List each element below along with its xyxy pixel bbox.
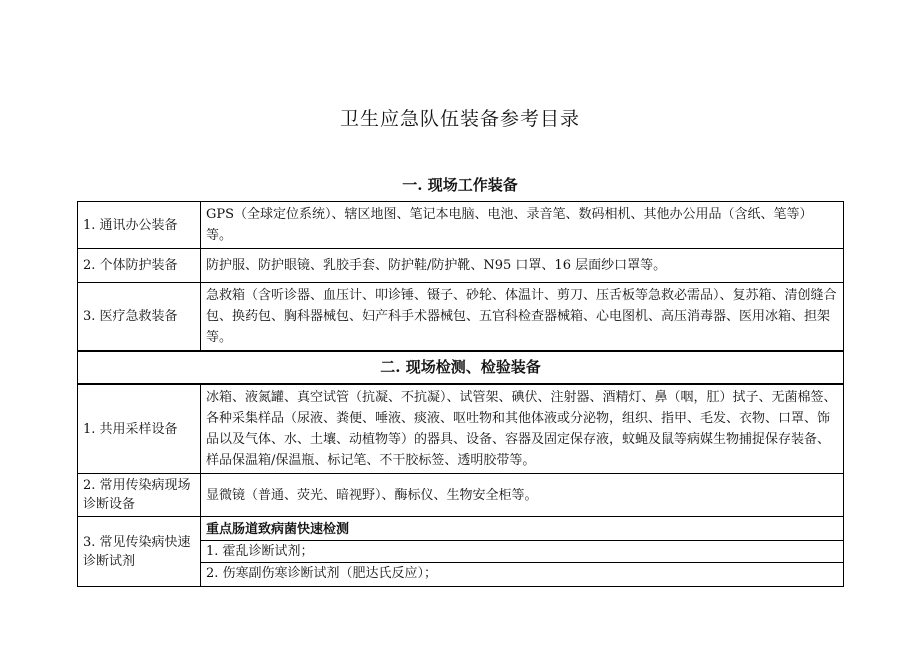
- items-cell: 冰箱、液氮罐、真空试管（抗凝、不抗凝）、试管架、碘伏、注射器、酒精灯、鼻（咽，肛）拭子、无菌棉签、各种采集样品（尿液、粪便、唾液、痰液、呕吐物和其他体液或分泌物，组织、指甲、毛发、衣物、口罩、饰品以及气体、水、土壤、动植物等）的器具、设备、容器及固定保存液，蚊蝇及鼠等病媒生物捕捉保存装备、样品保温箱/保温瓶、标记笔、不干胶标签、透明胶带等。: [201, 384, 844, 474]
- document-title: 卫生应急队伍装备参考目录: [339, 108, 580, 130]
- items-cell: 急救箱（含听诊器、血压计、叩诊锤、镊子、砂轮、体温计、剪刀、压舌板等急救必需品）、复苏箱、清创缝合包、换药包、胸科器械包、妇产科手术器械包、五官科检查器械箱、心电图机、高压消毒器、医用冰箱、担架等。: [201, 283, 844, 352]
- reagent-list-cell: [201, 517, 844, 587]
- items-cell: 防护服、防护眼镜、乳胶手套、防护鞋/防护靴、N95 口罩、16 层面纱口罩等。: [201, 249, 844, 283]
- category-cell: 2. 常用传染病现场诊断设备: [78, 474, 201, 517]
- reagent-item: 1. 霍乱诊断试剂；: [201, 540, 843, 562]
- table-row: [78, 249, 844, 283]
- reagent-subheading: 重点肠道致病菌快速检测: [206, 522, 350, 537]
- category-cell: 2. 个体防护装备: [78, 249, 201, 283]
- table-row: [78, 202, 844, 249]
- table-row: [78, 474, 844, 517]
- reagent-item: 2. 伤寒副伤寒诊断试剂（肥达氏反应）；: [201, 562, 843, 584]
- section-heading-field-equipment: 一. 现场工作装备: [402, 176, 518, 194]
- table-row: [78, 384, 844, 474]
- items-cell: 显微镜（普通、荧光、暗视野）、酶标仪、生物安全柜等。: [201, 474, 844, 517]
- category-cell: 3. 医疗急救装备: [78, 283, 201, 352]
- table-row: [78, 283, 844, 352]
- section-heading-row: [78, 351, 844, 384]
- table-row: [78, 517, 844, 587]
- equipment-table: [77, 201, 844, 587]
- category-cell: 3. 常见传染病快速诊断试剂: [78, 517, 201, 587]
- category-cell: 1. 通讯办公装备: [78, 202, 201, 249]
- items-cell: GPS（全球定位系统）、辖区地图、笔记本电脑、电池、录音笔、数码相机、其他办公用品（含纸、笔等）等。: [201, 202, 844, 249]
- section-heading-testing-equipment: 二. 现场检测、检验装备: [78, 351, 844, 384]
- category-cell: 1. 共用采样设备: [78, 384, 201, 474]
